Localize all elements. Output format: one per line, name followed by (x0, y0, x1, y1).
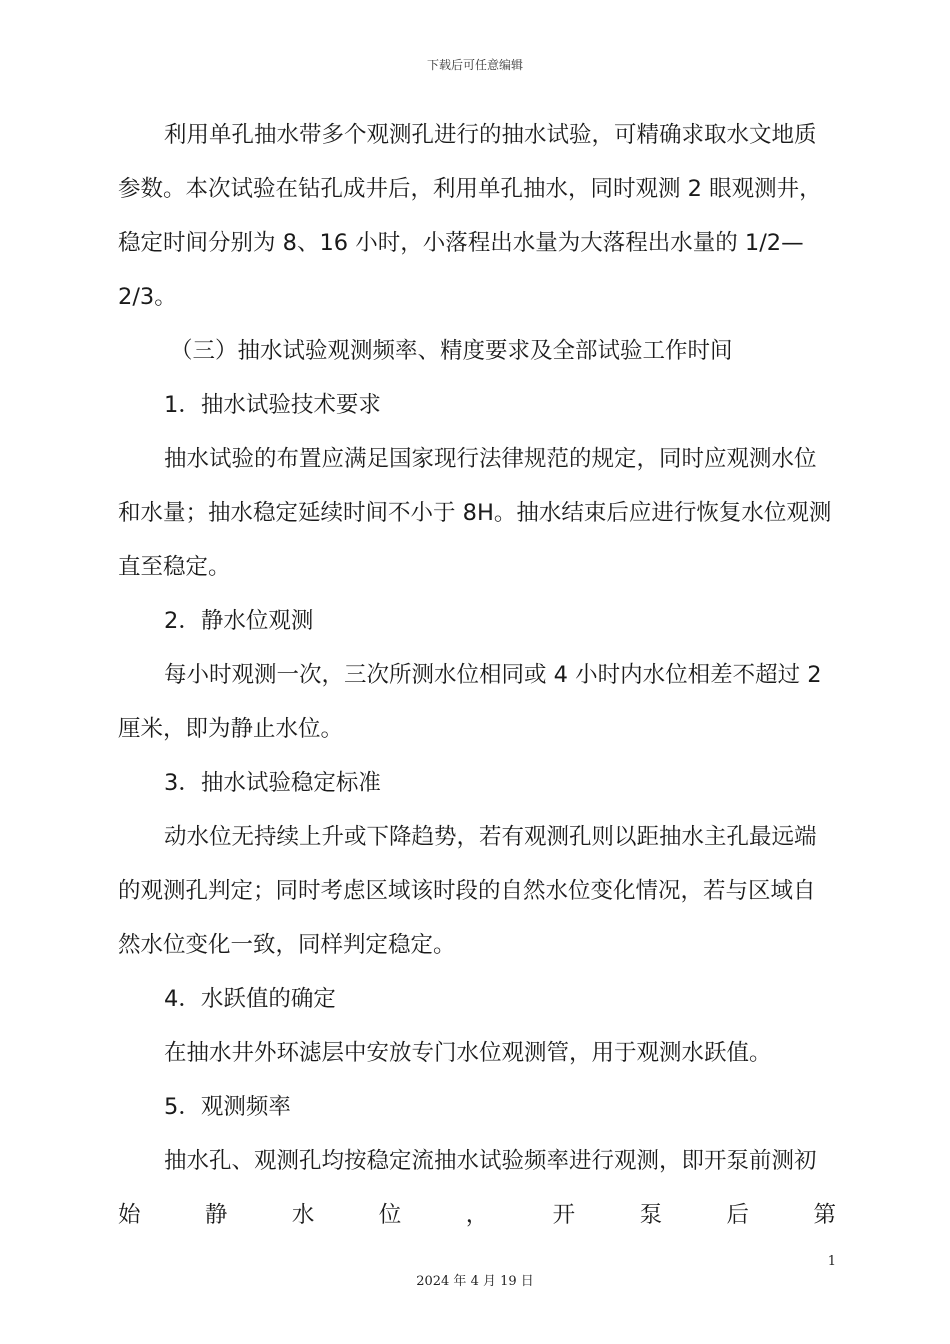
section-heading-observation: （三）抽水试验观测频率、精度要求及全部试验工作时间 (170, 338, 733, 364)
page-number: 1 (827, 1254, 836, 1269)
subheading-observation-frequency: 5．观测频率 (164, 1094, 291, 1120)
page-footer-date: 2024 年 4 月 19 日 (416, 1274, 534, 1289)
subheading-static-water-level: 2．静水位观测 (164, 608, 314, 634)
subheading-stability-standard: 3．抽水试验稳定标准 (164, 770, 381, 796)
page-header: 下载后可任意编辑 (426, 58, 523, 72)
paragraph-technical-requirements: 抽水试验的布置应满足国家现行法律规范的规定，同时应观测水位和水量；抽水稳定延续时间不小于 8H。抽水结束后应进行恢复水位观测直至稳定。 (118, 446, 832, 580)
paragraph-observation-frequency-cont: 始 静 水 位 ， 开 泵 后 第 (118, 1202, 836, 1228)
document-body (118, 108, 836, 1242)
subheading-technical-requirements: 1．抽水试验技术要求 (164, 392, 381, 418)
paragraph-static-water-level: 每小时观测一次，三次所测水位相同或 4 小时内水位相差不超过 2 厘米，即为静止水位。 (118, 662, 822, 742)
paragraph-method-intro: 利用单孔抽水带多个观测孔进行的抽水试验，可精确求取水文地质参数。本次试验在钻孔成井后，利用单孔抽水，同时观测 2 眼观测井，稳定时间分别为 8、16 小时，小落程出水量为大落程出水量的 1/2—2/3。 (118, 122, 822, 310)
paragraph-water-jump: 在抽水井外环滤层中安放专门水位观测管，用于观测水跃值。 (164, 1040, 772, 1066)
paragraph-observation-frequency: 抽水孔、观测孔均按稳定流抽水试验频率进行观测，即开泵前测初 (164, 1148, 817, 1174)
subheading-water-jump: 4．水跃值的确定 (164, 986, 336, 1012)
paragraph-stability-standard: 动水位无持续上升或下降趋势，若有观测孔则以距抽水主孔最远端的观测孔判定；同时考虑区域该时段的自然水位变化情况，若与区域自然水位变化一致，同样判定稳定。 (118, 824, 817, 958)
